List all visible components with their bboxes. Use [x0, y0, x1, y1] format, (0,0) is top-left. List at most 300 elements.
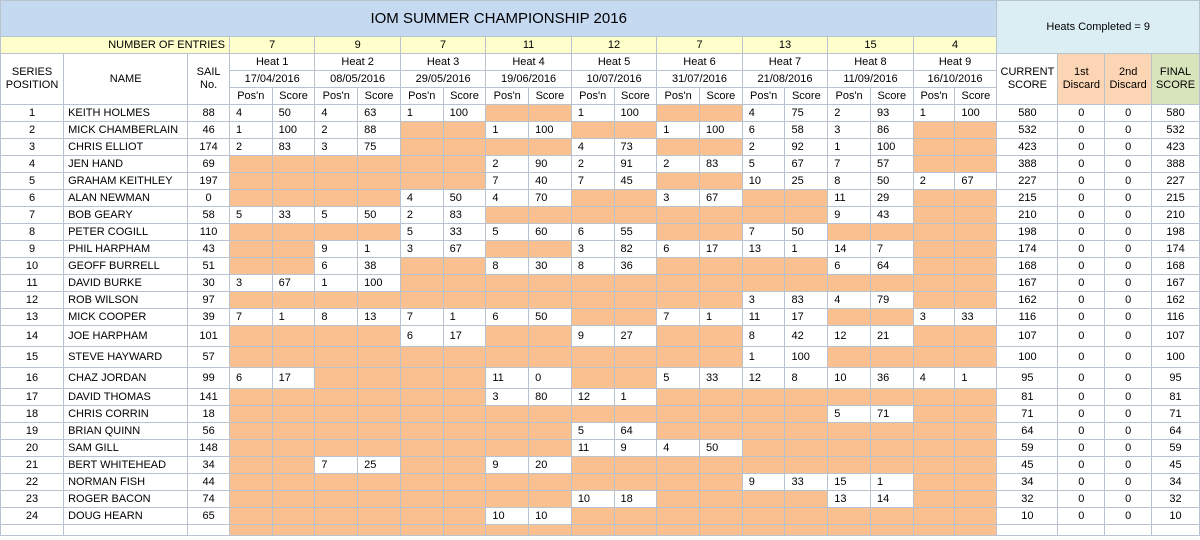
position-subheader: Pos'n — [315, 88, 358, 105]
heat-score-cell: 100 — [700, 122, 743, 139]
missed-heat-cell — [443, 156, 486, 173]
first-discard-cell: 0 — [1058, 139, 1105, 156]
missed-heat-cell — [443, 406, 486, 423]
first-discard-cell: 0 — [1058, 292, 1105, 309]
heat-entries-count: 4 — [913, 37, 997, 54]
heat-position-cell: 4 — [486, 190, 529, 207]
missed-heat-cell — [700, 258, 743, 275]
missed-heat-cell — [657, 491, 700, 508]
blank-cell — [188, 525, 230, 536]
missed-heat-cell — [272, 173, 315, 190]
missed-heat-cell — [486, 275, 529, 292]
missed-heat-cell — [529, 139, 572, 156]
missed-heat-cell — [400, 457, 443, 474]
heat-position-cell: 7 — [229, 309, 272, 326]
series-position-cell: 3 — [1, 139, 64, 156]
sailor-name-cell: GEOFF BURRELL — [64, 258, 188, 275]
blank-cell — [486, 525, 529, 536]
current-score-cell: 95 — [997, 368, 1058, 389]
missed-heat-cell — [785, 440, 828, 457]
missed-heat-cell — [272, 474, 315, 491]
heat-score-cell: 64 — [870, 258, 913, 275]
missed-heat-cell — [529, 423, 572, 440]
heat-position-cell: 3 — [315, 139, 358, 156]
heat-label: Heat 4 — [486, 54, 571, 71]
heat-score-cell: 45 — [614, 173, 657, 190]
missed-heat-cell — [443, 491, 486, 508]
sailor-name-cell: GRAHAM KEITHLEY — [64, 173, 188, 190]
heat-position-cell: 1 — [742, 347, 785, 368]
missed-heat-cell — [870, 347, 913, 368]
missed-heat-cell — [657, 474, 700, 491]
missed-heat-cell — [272, 156, 315, 173]
sail-number-cell: 18 — [188, 406, 230, 423]
heat-position-cell: 7 — [571, 173, 614, 190]
table-row — [1, 207, 1200, 224]
missed-heat-cell — [272, 389, 315, 406]
heat-position-cell: 11 — [486, 368, 529, 389]
table-row — [1, 241, 1200, 258]
sail-number-cell: 58 — [188, 207, 230, 224]
final-score-cell: 59 — [1152, 440, 1200, 457]
heat-score-cell: 10 — [529, 508, 572, 525]
missed-heat-cell — [700, 347, 743, 368]
missed-heat-cell — [657, 457, 700, 474]
heat-date: 31/07/2016 — [657, 71, 742, 88]
missed-heat-cell — [229, 241, 272, 258]
heat-position-cell: 4 — [742, 105, 785, 122]
missed-heat-cell — [614, 368, 657, 389]
missed-heat-cell — [443, 122, 486, 139]
heat-position-cell: 11 — [742, 309, 785, 326]
missed-heat-cell — [400, 173, 443, 190]
final-score-cell: 168 — [1152, 258, 1200, 275]
blank-cell — [785, 525, 828, 536]
missed-heat-cell — [571, 275, 614, 292]
heat-score-cell: 40 — [529, 173, 572, 190]
score-subheader: Score — [529, 88, 572, 105]
sailor-name-cell: STEVE HAYWARD — [64, 347, 188, 368]
missed-heat-cell — [229, 406, 272, 423]
missed-heat-cell — [229, 190, 272, 207]
missed-heat-cell — [742, 406, 785, 423]
heat-score-cell: 91 — [614, 156, 657, 173]
missed-heat-cell — [828, 440, 871, 457]
blank-cell — [529, 525, 572, 536]
heat-position-cell: 1 — [828, 139, 871, 156]
second-discard-cell: 0 — [1105, 406, 1152, 423]
heat-position-cell: 6 — [229, 368, 272, 389]
heat-position-cell: 2 — [315, 122, 358, 139]
series-position-cell: 2 — [1, 122, 64, 139]
heat-position-cell: 5 — [828, 406, 871, 423]
heat-score-cell: 33 — [955, 309, 997, 326]
missed-heat-cell — [443, 423, 486, 440]
second-discard-cell: 0 — [1105, 122, 1152, 139]
heat-score-cell: 42 — [785, 326, 828, 347]
current-score-cell: 580 — [997, 105, 1058, 122]
heat-score-cell: 67 — [700, 190, 743, 207]
missed-heat-cell — [913, 207, 955, 224]
sail-number-cell: 110 — [188, 224, 230, 241]
heat-position-cell: 3 — [657, 190, 700, 207]
table-row — [1, 423, 1200, 440]
missed-heat-cell — [657, 508, 700, 525]
second-discard-cell: 0 — [1105, 173, 1152, 190]
heat-position-cell: 4 — [400, 190, 443, 207]
final-score-cell: 532 — [1152, 122, 1200, 139]
missed-heat-cell — [571, 122, 614, 139]
sail-number-cell: 141 — [188, 389, 230, 406]
heat-position-cell: 6 — [828, 258, 871, 275]
missed-heat-cell — [571, 207, 614, 224]
heat-score-cell: 21 — [870, 326, 913, 347]
first-discard-cell: 0 — [1058, 105, 1105, 122]
blank-cell — [870, 525, 913, 536]
series-position-cell: 15 — [1, 347, 64, 368]
blank-cell — [913, 525, 955, 536]
heat-position-cell: 9 — [571, 326, 614, 347]
final-score-cell: 100 — [1152, 347, 1200, 368]
first-discard-cell: 0 — [1058, 406, 1105, 423]
heat-score-cell: 58 — [785, 122, 828, 139]
missed-heat-cell — [229, 389, 272, 406]
heat-score-cell: 1 — [443, 309, 486, 326]
heat-entries-count: 7 — [400, 37, 485, 54]
sailor-name-cell: PETER COGILL — [64, 224, 188, 241]
heat-position-cell: 3 — [229, 275, 272, 292]
sail-number-cell: 174 — [188, 139, 230, 156]
missed-heat-cell — [955, 457, 997, 474]
heat-score-cell: 8 — [785, 368, 828, 389]
second-discard-cell: 0 — [1105, 491, 1152, 508]
missed-heat-cell — [486, 241, 529, 258]
series-position-cell: 23 — [1, 491, 64, 508]
missed-heat-cell — [955, 389, 997, 406]
missed-heat-cell — [486, 406, 529, 423]
heat-entries-count: 7 — [657, 37, 742, 54]
heat-score-cell: 80 — [529, 389, 572, 406]
heat-score-cell: 38 — [358, 258, 401, 275]
final-score-cell: 107 — [1152, 326, 1200, 347]
final-score-cell: 580 — [1152, 105, 1200, 122]
series-position-cell: 19 — [1, 423, 64, 440]
heat-position-cell: 1 — [400, 105, 443, 122]
final-score-cell: 423 — [1152, 139, 1200, 156]
missed-heat-cell — [486, 491, 529, 508]
heat-score-cell: 83 — [272, 139, 315, 156]
heat-position-cell: 1 — [486, 122, 529, 139]
first-discard-cell: 0 — [1058, 241, 1105, 258]
missed-heat-cell — [614, 190, 657, 207]
table-row — [1, 326, 1200, 347]
score-subheader: Score — [272, 88, 315, 105]
heat-label: Heat 1 — [229, 54, 314, 71]
heat-position-cell: 6 — [742, 122, 785, 139]
first-discard-cell: 0 — [1058, 423, 1105, 440]
missed-heat-cell — [614, 474, 657, 491]
heat-score-cell: 90 — [529, 156, 572, 173]
heat-position-cell: 12 — [828, 326, 871, 347]
score-subheader: Score — [443, 88, 486, 105]
missed-heat-cell — [272, 406, 315, 423]
final-score-cell: 174 — [1152, 241, 1200, 258]
sailor-name-cell: ROB WILSON — [64, 292, 188, 309]
heat-position-cell: 4 — [828, 292, 871, 309]
missed-heat-cell — [657, 139, 700, 156]
second-discard-cell: 0 — [1105, 258, 1152, 275]
sail-number-cell: 39 — [188, 309, 230, 326]
heat-position-cell: 1 — [913, 105, 955, 122]
heat-position-cell: 6 — [400, 326, 443, 347]
missed-heat-cell — [955, 326, 997, 347]
heat-score-cell: 75 — [358, 139, 401, 156]
heat-date: 29/05/2016 — [400, 71, 485, 88]
missed-heat-cell — [742, 389, 785, 406]
sail-number-cell: 69 — [188, 156, 230, 173]
missed-heat-cell — [400, 139, 443, 156]
heat-score-cell: 43 — [870, 207, 913, 224]
missed-heat-cell — [400, 275, 443, 292]
final-score-cell: 388 — [1152, 156, 1200, 173]
missed-heat-cell — [913, 508, 955, 525]
first-discard-cell: 0 — [1058, 326, 1105, 347]
heat-position-cell: 4 — [315, 105, 358, 122]
missed-heat-cell — [571, 190, 614, 207]
heat-position-cell: 7 — [400, 309, 443, 326]
missed-heat-cell — [700, 207, 743, 224]
table-row — [1, 105, 1200, 122]
heat-position-cell: 2 — [828, 105, 871, 122]
missed-heat-cell — [785, 508, 828, 525]
heat-date: 17/04/2016 — [229, 71, 314, 88]
missed-heat-cell — [400, 258, 443, 275]
missed-heat-cell — [229, 457, 272, 474]
heat-score-cell: 57 — [870, 156, 913, 173]
missed-heat-cell — [955, 241, 997, 258]
heat-position-cell: 9 — [486, 457, 529, 474]
sail-number-cell: 99 — [188, 368, 230, 389]
missed-heat-cell — [955, 440, 997, 457]
missed-heat-cell — [913, 156, 955, 173]
current-score-cell: 227 — [997, 173, 1058, 190]
missed-heat-cell — [785, 457, 828, 474]
second-discard-cell: 0 — [1105, 389, 1152, 406]
heat-position-cell: 5 — [571, 423, 614, 440]
missed-heat-cell — [913, 224, 955, 241]
heat-score-cell: 36 — [870, 368, 913, 389]
heat-date: 11/09/2016 — [828, 71, 913, 88]
missed-heat-cell — [700, 508, 743, 525]
sail-number-cell: 65 — [188, 508, 230, 525]
missed-heat-cell — [315, 406, 358, 423]
missed-heat-cell — [529, 105, 572, 122]
missed-heat-cell — [315, 326, 358, 347]
missed-heat-cell — [443, 347, 486, 368]
heat-label: Heat 5 — [571, 54, 656, 71]
heat-score-cell: 50 — [785, 224, 828, 241]
missed-heat-cell — [870, 457, 913, 474]
heat-score-cell: 36 — [614, 258, 657, 275]
heat-position-cell: 2 — [913, 173, 955, 190]
missed-heat-cell — [955, 423, 997, 440]
missed-heat-cell — [443, 368, 486, 389]
missed-heat-cell — [571, 292, 614, 309]
missed-heat-cell — [700, 457, 743, 474]
missed-heat-cell — [955, 139, 997, 156]
series-position-cell: 12 — [1, 292, 64, 309]
sail-number-cell: 43 — [188, 241, 230, 258]
missed-heat-cell — [913, 139, 955, 156]
heat-score-cell: 17 — [272, 368, 315, 389]
missed-heat-cell — [358, 440, 401, 457]
missed-heat-cell — [700, 423, 743, 440]
final-score-cell: 198 — [1152, 224, 1200, 241]
missed-heat-cell — [272, 292, 315, 309]
heat-score-cell: 100 — [529, 122, 572, 139]
table-row — [1, 258, 1200, 275]
missed-heat-cell — [272, 440, 315, 457]
current-score-cell: 64 — [997, 423, 1058, 440]
missed-heat-cell — [614, 309, 657, 326]
table-row — [1, 406, 1200, 423]
missed-heat-cell — [358, 347, 401, 368]
current-score-cell: 388 — [997, 156, 1058, 173]
first-discard-cell: 0 — [1058, 258, 1105, 275]
series-position-cell: 24 — [1, 508, 64, 525]
missed-heat-cell — [229, 156, 272, 173]
first-discard-cell: 0 — [1058, 207, 1105, 224]
series-position-cell: 22 — [1, 474, 64, 491]
heat-label: Heat 2 — [315, 54, 400, 71]
missed-heat-cell — [614, 275, 657, 292]
missed-heat-cell — [657, 207, 700, 224]
blank-cell — [614, 525, 657, 536]
sailor-name-cell: MICK COOPER — [64, 309, 188, 326]
missed-heat-cell — [443, 474, 486, 491]
missed-heat-cell — [913, 406, 955, 423]
missed-heat-cell — [272, 508, 315, 525]
missed-heat-cell — [828, 508, 871, 525]
position-subheader: Pos'n — [742, 88, 785, 105]
missed-heat-cell — [486, 440, 529, 457]
missed-heat-cell — [358, 190, 401, 207]
second-discard-cell: 0 — [1105, 292, 1152, 309]
final-score-header: FINAL SCORE — [1152, 54, 1200, 105]
heat-score-cell: 33 — [443, 224, 486, 241]
final-score-cell: 34 — [1152, 474, 1200, 491]
missed-heat-cell — [443, 292, 486, 309]
heat-score-cell: 100 — [443, 105, 486, 122]
heat-label: Heat 7 — [742, 54, 827, 71]
missed-heat-cell — [700, 406, 743, 423]
position-subheader: Pos'n — [486, 88, 529, 105]
heat-position-cell: 2 — [486, 156, 529, 173]
series-position-cell: 16 — [1, 368, 64, 389]
sailor-name-cell: ROGER BACON — [64, 491, 188, 508]
missed-heat-cell — [742, 491, 785, 508]
current-score-cell: 174 — [997, 241, 1058, 258]
series-position-cell: 13 — [1, 309, 64, 326]
series-position-cell: 21 — [1, 457, 64, 474]
sail-number-cell: 74 — [188, 491, 230, 508]
heat-score-cell: 75 — [785, 105, 828, 122]
missed-heat-cell — [913, 347, 955, 368]
heat-score-cell: 13 — [358, 309, 401, 326]
first-discard-cell: 0 — [1058, 122, 1105, 139]
missed-heat-cell — [742, 190, 785, 207]
missed-heat-cell — [229, 258, 272, 275]
sail-number-cell: 46 — [188, 122, 230, 139]
missed-heat-cell — [828, 389, 871, 406]
sailor-name-cell: JEN HAND — [64, 156, 188, 173]
heat-date: 08/05/2016 — [315, 71, 400, 88]
first-discard-cell: 0 — [1058, 440, 1105, 457]
missed-heat-cell — [700, 224, 743, 241]
missed-heat-cell — [828, 347, 871, 368]
missed-heat-cell — [358, 423, 401, 440]
missed-heat-cell — [315, 224, 358, 241]
position-subheader: Pos'n — [913, 88, 955, 105]
heat-position-cell: 10 — [571, 491, 614, 508]
missed-heat-cell — [955, 491, 997, 508]
missed-heat-cell — [870, 224, 913, 241]
missed-heat-cell — [529, 474, 572, 491]
heat-score-cell: 33 — [700, 368, 743, 389]
sail-number-cell: 57 — [188, 347, 230, 368]
sail-number-cell: 88 — [188, 105, 230, 122]
second-discard-cell: 0 — [1105, 440, 1152, 457]
final-score-cell: 215 — [1152, 190, 1200, 207]
missed-heat-cell — [358, 156, 401, 173]
heat-score-cell: 100 — [272, 122, 315, 139]
missed-heat-cell — [400, 474, 443, 491]
heat-position-cell: 13 — [742, 241, 785, 258]
heat-position-cell: 5 — [229, 207, 272, 224]
missed-heat-cell — [955, 190, 997, 207]
missed-heat-cell — [272, 241, 315, 258]
missed-heat-cell — [443, 173, 486, 190]
heat-score-cell: 100 — [614, 105, 657, 122]
missed-heat-cell — [529, 275, 572, 292]
missed-heat-cell — [315, 389, 358, 406]
missed-heat-cell — [315, 173, 358, 190]
score-subheader: Score — [870, 88, 913, 105]
score-subheader: Score — [358, 88, 401, 105]
series-position-cell: 10 — [1, 258, 64, 275]
heat-score-cell: 18 — [614, 491, 657, 508]
missed-heat-cell — [700, 105, 743, 122]
first-discard-cell: 0 — [1058, 347, 1105, 368]
heat-position-cell: 14 — [828, 241, 871, 258]
current-score-cell: 59 — [997, 440, 1058, 457]
missed-heat-cell — [486, 139, 529, 156]
first-discard-cell: 0 — [1058, 190, 1105, 207]
missed-heat-cell — [358, 224, 401, 241]
heat-position-cell: 5 — [315, 207, 358, 224]
heat-score-cell: 33 — [785, 474, 828, 491]
missed-heat-cell — [229, 440, 272, 457]
first-discard-cell: 0 — [1058, 156, 1105, 173]
missed-heat-cell — [614, 457, 657, 474]
sailor-name-cell: BRIAN QUINN — [64, 423, 188, 440]
missed-heat-cell — [700, 275, 743, 292]
blank-cell — [657, 525, 700, 536]
missed-heat-cell — [955, 156, 997, 173]
missed-heat-cell — [272, 258, 315, 275]
series-position-cell: 20 — [1, 440, 64, 457]
missed-heat-cell — [785, 491, 828, 508]
